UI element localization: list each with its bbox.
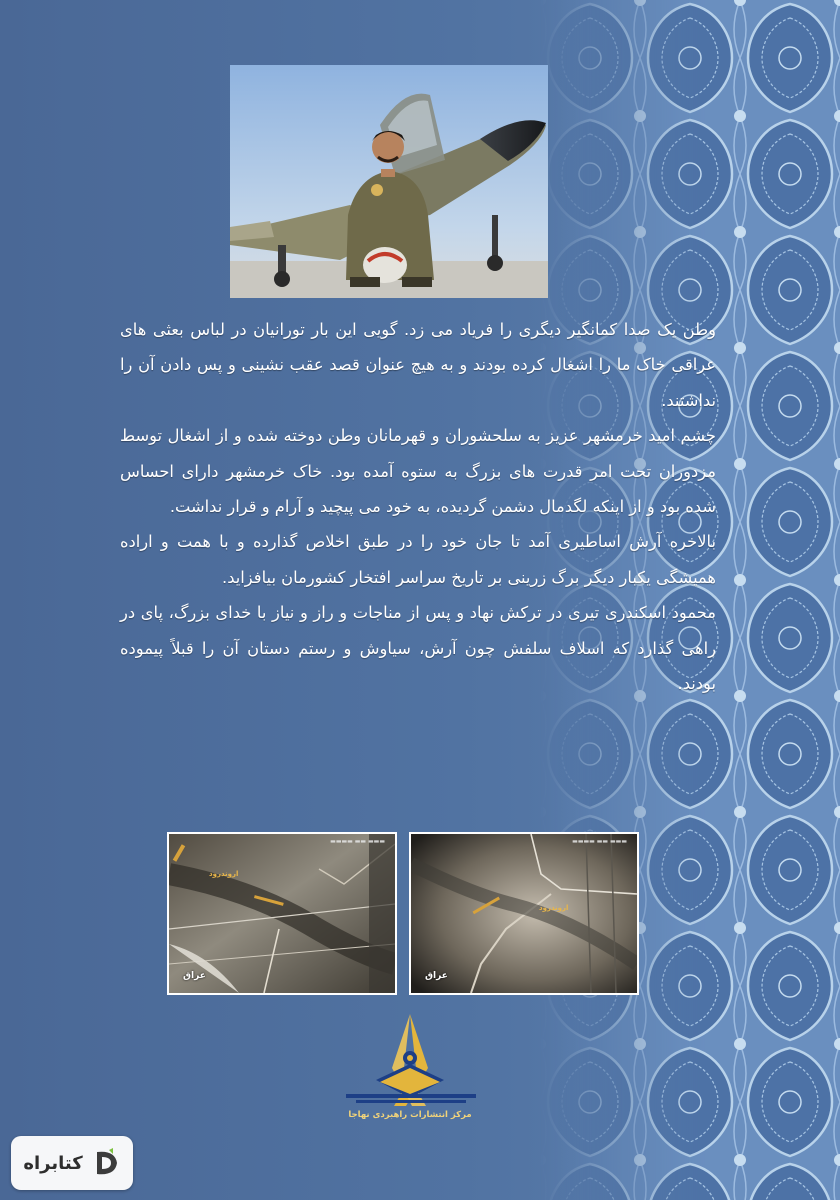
paragraph-3: بالاخره آرش اساطیری آمد تا جان خود را در طبق اخلاص گذارده و با همت و اراده همیشگی یکبار دیگر برگ زرینی بر تاریخ سراسر افتخار کشورمان بیافزاید. (120, 532, 716, 587)
body-text (120, 312, 716, 701)
aerial-photo-right (409, 832, 639, 995)
aerial-photo-left (167, 832, 397, 995)
ketabrah-watermark-badge (11, 1136, 133, 1190)
aerial-header-text: ▬▬▬▬ ▬▬ ▬▬▬ (572, 838, 627, 845)
paragraph-4: محمود اسکندری تیری در ترکش نهاد و پس از مناجات و راز و نیاز با خدای بزرگ، پای در راهی گذارد که اسلاف سلفش چون آرش، سیاوش و رستم دستان آن را قبلاً پیموده بودند. (120, 603, 716, 694)
publisher-name: مرکز انتشارات راهبردی نهاجا (348, 1110, 472, 1120)
pilot-jet-photo (230, 65, 548, 298)
ketabrah-logo-icon (91, 1148, 121, 1178)
paragraph-1: وطن یک صدا کمانگیر دیگری را فریاد می زد. گویی این بار تورانیان در لباس بعثی های عراقی خاک ما را اشغال کرده بودند و به هیچ عنوان قصد عقب نشینی و پس دادن آن را نداشتند. (120, 320, 716, 410)
country-label: عراق (183, 971, 206, 981)
aerial-header-text: ▬▬▬▬ ▬▬ ▬▬▬ (330, 838, 385, 845)
river-label: اروندرود (539, 904, 569, 912)
river-label: اروندرود (209, 870, 239, 878)
paragraph-2: چشم امید خرمشهر عزیز به سلحشوران و قهرمانان وطن دوخته شده و از اشغال توسط مزدوران تحت امر قدرت های بزرگ به ستوه آمده بود. خاک خرمشهر دارای احساس شده بود و از اینکه لگدمال دشمن گردیده، به خود می پیچید و آرام و قرار نداشت. (120, 426, 716, 517)
brand-name: کتابراه (23, 1152, 83, 1174)
country-label: عراق (425, 971, 448, 981)
